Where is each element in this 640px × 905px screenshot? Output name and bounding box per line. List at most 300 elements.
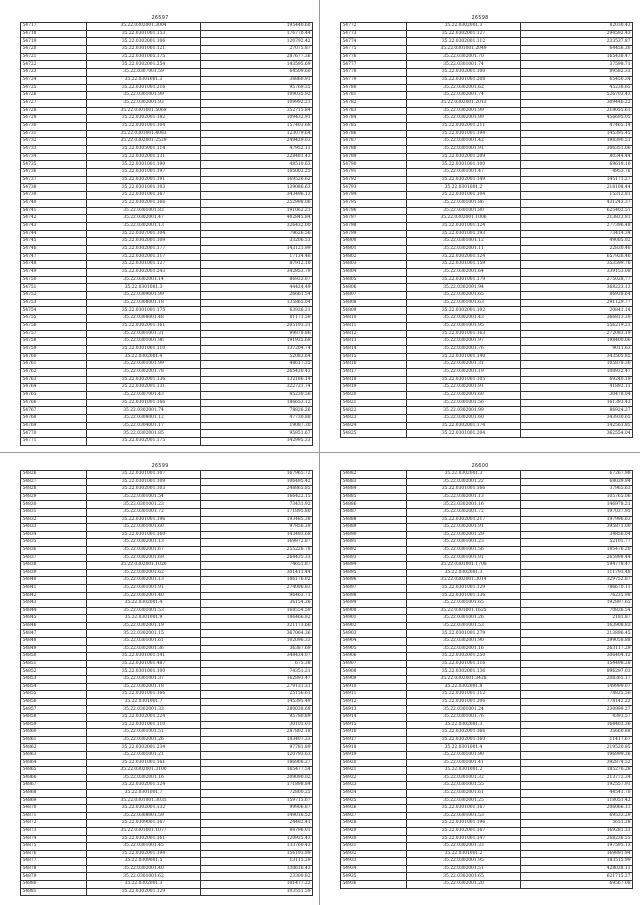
cadastral-number-cell: 35.22.0302001.22	[407, 478, 521, 486]
table-row	[21, 782, 313, 790]
table-row	[21, 107, 313, 115]
cadastral-number-cell: 35.22.0302001.194	[87, 850, 201, 858]
value-cell: 33206.53	[201, 238, 313, 246]
cadastral-number-cell: 35.22.0302001.3	[407, 471, 521, 479]
table-row	[341, 407, 633, 415]
value-cell: 206066.11	[521, 805, 633, 813]
cadastral-number-cell: 35.22.0301001.91	[407, 554, 521, 562]
row-number-cell: 54897	[341, 584, 407, 592]
table-row	[21, 199, 313, 207]
cadastral-number-cell: 35.22.0302001.13	[87, 222, 201, 230]
table-row	[341, 153, 633, 161]
cadastral-number-cell: 35.22.0302001.13	[407, 493, 521, 501]
table-row	[341, 299, 633, 307]
cadastral-number-cell: 35.22.0302001.13	[87, 577, 201, 585]
value-cell: 594778.47	[521, 562, 633, 570]
table-row	[341, 61, 633, 69]
row-number-cell: 54869	[21, 797, 87, 805]
value-cell: 306404.12	[521, 653, 633, 661]
row-number-cell: 54839	[21, 569, 87, 577]
row-number-cell: 54802	[341, 253, 407, 261]
cadastral-number-cell: 35.22.0301001.26	[407, 615, 521, 623]
cadastral-number-cell: 35.22.0301001.47	[407, 169, 521, 177]
cadastral-number-cell: 35.22.0302001.60	[407, 415, 521, 423]
row-number-cell: 54805	[341, 276, 407, 284]
row-number-cell: 54887	[341, 508, 407, 516]
row-number-cell: 54766	[21, 399, 87, 407]
value-cell: 69619.10	[521, 161, 633, 169]
table-row	[21, 253, 313, 261]
value-cell: 353599.76	[521, 261, 633, 269]
row-number-cell: 54803	[341, 261, 407, 269]
cadastral-number-cell: 35.22.0302001.136	[87, 376, 201, 384]
row-number-cell: 54768	[21, 415, 87, 423]
value-cell: 73431.92	[201, 501, 313, 509]
value-cell: 196999.36	[521, 751, 633, 759]
value-cell: 95769.35	[201, 84, 313, 92]
row-number-cell: 54807	[341, 292, 407, 300]
value-cell: 142995.33	[201, 438, 313, 446]
value-cell: 120935.43	[201, 835, 313, 843]
table-row	[21, 751, 313, 759]
value-cell: 48510.63	[201, 161, 313, 169]
value-cell: 89582.33	[521, 69, 633, 77]
table-row	[341, 307, 633, 315]
value-cell: 186176.02	[201, 577, 313, 585]
row-number-cell: 54811	[341, 322, 407, 330]
table-row	[21, 767, 313, 775]
value-cell: 4953.76	[521, 169, 633, 177]
row-number-cell: 54786	[341, 130, 407, 138]
value-cell: 264435.33	[201, 554, 313, 562]
cadastral-number-cell: 35.22.0302001.100	[407, 69, 521, 77]
row-number-cell: 54844	[21, 607, 87, 615]
table-row	[341, 774, 633, 782]
table-row	[341, 338, 633, 346]
row-number-cell: 54828	[21, 486, 87, 494]
value-cell: 47730.88	[201, 415, 313, 423]
row-number-cell: 54727	[21, 99, 87, 107]
cadastral-number-cell: 35.22.0301001.2	[407, 767, 521, 775]
value-cell: 103551.59	[201, 888, 313, 896]
table-row	[341, 592, 633, 600]
cadastral-number-cell: 35.22.0302001.124	[87, 782, 201, 790]
row-number-cell: 54866	[21, 774, 87, 782]
cadastral-number-cell: 35.22.0302001.91	[407, 384, 521, 392]
table-row	[21, 430, 313, 438]
value-cell: 362554.04	[521, 430, 633, 438]
row-number-cell: 54813	[341, 338, 407, 346]
table-row	[21, 207, 313, 215]
value-cell: 108932.47	[521, 368, 633, 376]
value-cell: 192557.91	[521, 782, 633, 790]
row-number-cell: 54877	[21, 858, 87, 866]
value-cell: 167965.72	[201, 471, 313, 479]
cadastral-number-cell: 35.22.0301001.53	[87, 607, 201, 615]
cadastral-number-cell: 35.22.0302001.124	[407, 253, 521, 261]
table-row	[341, 865, 633, 873]
value-cell: 786670.11	[521, 584, 633, 592]
value-cell: 47465.14	[521, 122, 633, 130]
cadastral-number-cell: 35.22.0302001.64	[407, 269, 521, 277]
row-number-cell: 54804	[341, 269, 407, 277]
row-number-cell: 54820	[341, 392, 407, 400]
value-cell: 76235.98	[521, 592, 633, 600]
table-row	[341, 130, 633, 138]
table-row	[341, 645, 633, 653]
cadastral-number-cell: 35.22.0301001.90	[407, 751, 521, 759]
row-number-cell: 54722	[21, 61, 87, 69]
page-number: 26599	[151, 463, 169, 469]
cadastral-number-cell: 35.22.0302001.224	[87, 714, 201, 722]
value-cell: 209090.02	[201, 774, 313, 782]
cadastral-number-cell: 35.22.0302001.4	[87, 600, 201, 608]
cadastral-number-cell: 35.22.0307001.59	[87, 69, 201, 77]
row-number-cell: 54773	[341, 30, 407, 38]
table-row	[21, 53, 313, 61]
cadastral-number-cell: 35.22.0302001.3014	[407, 577, 521, 585]
cadastral-number-cell: 35.22.0301001.5069	[87, 107, 201, 115]
table-row	[21, 554, 313, 562]
value-cell: 287677.36	[201, 53, 313, 61]
cadastral-number-cell: 35.22.0309001.99	[87, 292, 201, 300]
page-26598	[320, 0, 640, 452]
table-row	[341, 668, 633, 676]
value-cell: 74351.21	[201, 668, 313, 676]
row-number-cell: 54838	[21, 562, 87, 570]
value-cell: 896297.03	[521, 668, 633, 676]
row-number-cell: 54720	[21, 46, 87, 54]
table-row	[341, 508, 633, 516]
value-cell: 86933.07	[201, 276, 313, 284]
table-row	[341, 238, 633, 246]
cadastral-number-cell: 35.22.0301001.129	[407, 584, 521, 592]
row-number-cell: 54737	[21, 176, 87, 184]
row-number-cell: 54832	[21, 516, 87, 524]
table-row	[341, 122, 633, 130]
row-number-cell: 54731	[21, 130, 87, 138]
row-number-cell: 54916	[341, 729, 407, 737]
row-number-cell: 54878	[21, 865, 87, 873]
value-cell: 156193.99	[201, 850, 313, 858]
row-number-cell: 54757	[21, 330, 87, 338]
row-number-cell: 54846	[21, 622, 87, 630]
row-number-cell: 54777	[341, 61, 407, 69]
value-cell: 130616.43	[201, 865, 313, 873]
row-number-cell: 54743	[21, 222, 87, 230]
row-number-cell: 54730	[21, 122, 87, 130]
cadastral-number-cell: 35.22.0301001.74	[407, 61, 521, 69]
row-number-cell: 54821	[341, 399, 407, 407]
cadastral-number-cell: 35.22.0302001.3004	[87, 23, 201, 31]
value-cell: 24482.41	[201, 820, 313, 828]
cadastral-number-cell: 35.22.0302001.99	[407, 407, 521, 415]
table-row	[341, 222, 633, 230]
value-cell: 159715.67	[201, 797, 313, 805]
row-number-cell: 54858	[21, 714, 87, 722]
cadastral-number-cell: 35.22.0301001.179	[407, 276, 521, 284]
value-cell: 44541.70	[521, 789, 633, 797]
value-cell: 9011.63	[521, 345, 633, 353]
cadastral-number-cell: 35.22.0301001.83	[87, 207, 201, 215]
cadastral-number-cell: 35.22.0301001.51	[87, 729, 201, 737]
cadastral-number-cell: 35.22.0304001.17	[87, 422, 201, 430]
cadastral-number-cell: 35.22.0301001.167	[87, 192, 201, 200]
value-cell: 4393.57	[521, 714, 633, 722]
table-row	[341, 69, 633, 77]
cadastral-number-cell: 35.22.0301001.206	[407, 698, 521, 706]
row-number-cell: 54748	[21, 261, 87, 269]
row-number-cell: 54797	[341, 215, 407, 223]
page-26599	[0, 453, 320, 905]
row-number-cell: 54740	[21, 199, 87, 207]
parcel-table	[20, 22, 313, 446]
table-row	[341, 493, 633, 501]
cadastral-number-cell: 35.22.0302001.74	[407, 92, 521, 100]
cadastral-number-cell: 35.22.0302001.4	[87, 353, 201, 361]
value-cell: 101477.22	[201, 881, 313, 889]
value-cell: 123079.64	[201, 130, 313, 138]
row-number-cell: 54919	[341, 751, 407, 759]
value-cell: 37965.63	[521, 486, 633, 494]
value-cell: 657926.46	[521, 253, 633, 261]
row-number-cell: 54934	[341, 865, 407, 873]
value-cell: 192897.65	[521, 600, 633, 608]
value-cell: 183407.33	[201, 736, 313, 744]
page-number: 26600	[471, 463, 489, 469]
row-number-cell: 54845	[21, 615, 87, 623]
value-cell: 255226.78	[201, 546, 313, 554]
value-cell: 79626.56	[201, 230, 313, 238]
row-number-cell: 54891	[341, 539, 407, 547]
cadastral-number-cell: 35.22.0302001.29	[407, 531, 521, 539]
table-row	[21, 615, 313, 623]
table-row	[21, 546, 313, 554]
table-row	[21, 562, 313, 570]
value-cell: 198400.06	[521, 338, 633, 346]
value-cell: 41892.11	[521, 384, 633, 392]
cadastral-number-cell: 35.22.0302001.99	[407, 115, 521, 123]
value-cell: 69533.29	[521, 812, 633, 820]
page-number: 26597	[151, 15, 169, 21]
value-cell: 36154.26	[201, 600, 313, 608]
table-row	[341, 368, 633, 376]
value-cell: 13115.29	[201, 858, 313, 866]
value-cell: 118051.42	[521, 797, 633, 805]
row-number-cell: 54787	[341, 138, 407, 146]
table-row	[341, 721, 633, 729]
value-cell: 84796.01	[201, 827, 313, 835]
cadastral-number-cell: 35.22.0301001.110	[87, 721, 201, 729]
cadastral-number-cell: 35.22.0302001.16	[407, 501, 521, 509]
row-number-cell: 54896	[341, 577, 407, 585]
table-row	[21, 493, 313, 501]
table-row	[341, 30, 633, 38]
cadastral-number-cell: 35.22.0302001.112	[407, 38, 521, 46]
table-row	[21, 122, 313, 130]
cadastral-number-cell: 35.22.0301001.487	[87, 660, 201, 668]
table-row	[341, 253, 633, 261]
cadastral-number-cell: 35.22.0302001.19	[407, 368, 521, 376]
cadastral-number-cell: 35.22.0301001.91	[407, 146, 521, 154]
cadastral-number-cell: 35.22.0301001.110	[87, 345, 201, 353]
row-number-cell: 54855	[21, 691, 87, 699]
row-number-cell: 54744	[21, 230, 87, 238]
table-row	[341, 820, 633, 828]
table-row	[21, 61, 313, 69]
cadastral-number-cell: 35.22.0302001.366	[407, 729, 521, 737]
row-number-cell: 54881	[21, 888, 87, 896]
cadastral-number-cell: 35.22.0301001.60	[87, 524, 201, 532]
value-cell: 142563.85	[521, 422, 633, 430]
table-row	[341, 176, 633, 184]
value-cell: 80344.44	[521, 153, 633, 161]
row-number-cell: 54932	[341, 850, 407, 858]
value-cell: 132186.14	[201, 376, 313, 384]
value-cell: 30478.04	[521, 392, 633, 400]
table-row	[21, 592, 313, 600]
value-cell: 168554.59	[201, 607, 313, 615]
table-row	[341, 345, 633, 353]
table-row	[21, 222, 313, 230]
row-number-cell: 54848	[21, 638, 87, 646]
page-26597	[0, 0, 320, 452]
value-cell: 191935.68	[201, 338, 313, 346]
cadastral-number-cell: 35.22.0302001.161	[87, 835, 201, 843]
cadastral-number-cell: 35.22.0301001.95	[407, 322, 521, 330]
table-row	[341, 415, 633, 423]
value-cell: 96463.71	[201, 592, 313, 600]
value-cell: 11417.67	[521, 736, 633, 744]
table-row	[341, 706, 633, 714]
cadastral-number-cell: 35.22.0301001.153	[87, 30, 201, 38]
value-cell: 85230.56	[201, 392, 313, 400]
table-row	[21, 23, 313, 31]
table-row	[341, 384, 633, 392]
value-cell: 556219.21	[521, 322, 633, 330]
row-number-cell: 54830	[21, 501, 87, 509]
value-cell: 25156.61	[201, 691, 313, 699]
value-cell: 291129.77	[521, 299, 633, 307]
row-number-cell: 54920	[341, 759, 407, 767]
cadastral-number-cell: 35.22.0301001.54	[87, 493, 201, 501]
row-number-cell: 54928	[341, 820, 407, 828]
table-row	[21, 478, 313, 486]
cadastral-number-cell: 35.22.0302001.131	[87, 384, 201, 392]
table-row	[21, 315, 313, 323]
row-number-cell: 54733	[21, 146, 87, 154]
cadastral-number-cell: 35.22.0302001.15	[87, 630, 201, 638]
table-row	[21, 622, 313, 630]
row-number-cell: 54815	[341, 353, 407, 361]
table-row	[21, 384, 313, 392]
value-cell: 197595.13	[521, 843, 633, 851]
table-row	[21, 531, 313, 539]
row-number-cell: 54901	[341, 615, 407, 623]
table-row	[21, 888, 313, 896]
value-cell: 343505.85	[521, 353, 633, 361]
cadastral-number-cell: 35.22.0302001.175	[87, 438, 201, 446]
cadastral-number-cell: 35.22.0302001.2013	[407, 99, 521, 107]
value-cell: 322721.74	[201, 384, 313, 392]
cadastral-number-cell: 35.22.0302001.3100	[87, 767, 201, 775]
table-row	[21, 827, 313, 835]
cadastral-number-cell: 35.22.0302001.16	[407, 645, 521, 653]
cadastral-number-cell: 35.22.0302001.131	[87, 153, 201, 161]
value-cell: 78825.56	[521, 691, 633, 699]
value-cell: 233537.87	[521, 38, 633, 46]
cadastral-number-cell: 35.22.0302001.132	[87, 805, 201, 813]
value-cell: 197996.63	[521, 516, 633, 524]
cadastral-number-cell: 35.22.0302001.40	[87, 592, 201, 600]
value-cell: 675.38	[201, 660, 313, 668]
cadastral-number-cell: 35.22.0301001.103	[87, 184, 201, 192]
cadastral-number-cell: 35.22.0301001.65	[407, 600, 521, 608]
value-cell: 402845.84	[201, 215, 313, 223]
row-number-cell: 54742	[21, 215, 87, 223]
value-cell: 49005.02	[521, 238, 633, 246]
value-cell: 321173.66	[201, 622, 313, 630]
cadastral-number-cell: 35.22.0307001.43	[87, 392, 201, 400]
value-cell: 15312.81	[521, 192, 633, 200]
value-cell: 74651.87	[201, 562, 313, 570]
cadastral-number-cell: 35.22.0301001.61	[87, 638, 201, 646]
table-row	[341, 53, 633, 61]
cadastral-number-cell: 35.22.0301001.80	[407, 207, 521, 215]
cadastral-number-cell: 35.22.0301001.12	[407, 238, 521, 246]
table-row	[21, 676, 313, 684]
table-row	[341, 138, 633, 146]
row-number-cell: 54795	[341, 199, 407, 207]
row-number-cell: 54876	[21, 850, 87, 858]
cadastral-number-cell: 35.22.0302001.250	[407, 653, 521, 661]
row-number-cell: 54859	[21, 721, 87, 729]
cadastral-number-cell: 35.22.0301001.193	[407, 230, 521, 238]
table-row	[341, 276, 633, 284]
table-row	[21, 84, 313, 92]
cadastral-number-cell: 35.22.0302001.90	[407, 638, 521, 646]
row-number-cell: 54933	[341, 858, 407, 866]
row-number-cell: 54781	[341, 92, 407, 100]
row-number-cell: 54782	[341, 99, 407, 107]
row-number-cell: 54751	[21, 284, 87, 292]
table-row	[21, 774, 313, 782]
cadastral-number-cell: 35.22.0302001.69	[87, 554, 201, 562]
table-row	[341, 827, 633, 835]
value-cell: 342853.79	[201, 269, 313, 277]
row-number-cell: 54784	[341, 115, 407, 123]
value-cell: 526703.43	[521, 92, 633, 100]
row-number-cell: 54865	[21, 767, 87, 775]
value-cell: 329752.87	[521, 577, 633, 585]
value-cell: 105878.30	[521, 361, 633, 369]
row-number-cell: 54780	[341, 84, 407, 92]
row-number-cell: 54718	[21, 30, 87, 38]
row-number-cell: 54913	[341, 706, 407, 714]
cadastral-number-cell: 35.22.0301001.37	[87, 676, 201, 684]
table-row	[21, 399, 313, 407]
cadastral-number-cell: 35.22.0308001.48	[87, 315, 201, 323]
row-number-cell: 54779	[341, 76, 407, 84]
table-row	[341, 714, 633, 722]
row-number-cell: 54774	[341, 38, 407, 46]
cadastral-number-cell: 35.22.0302001.61	[407, 789, 521, 797]
value-cell: 162893.47	[201, 676, 313, 684]
page-number: 26598	[471, 15, 489, 21]
value-cell: 219520.85	[521, 744, 633, 752]
row-number-cell: 54724	[21, 76, 87, 84]
cadastral-number-cell: 35.22.0301001.100	[87, 668, 201, 676]
